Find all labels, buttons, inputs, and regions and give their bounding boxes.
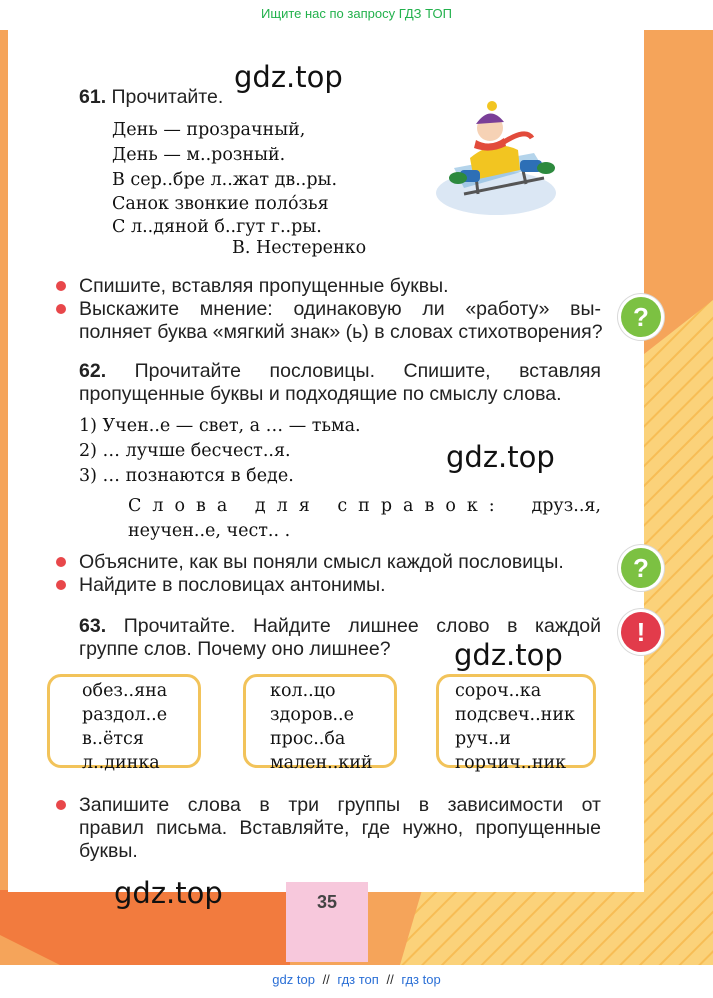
word: прос..ба xyxy=(270,729,346,749)
watermark: gdz.top xyxy=(454,638,563,672)
task-bullet xyxy=(56,800,66,810)
bottom-links xyxy=(0,972,713,987)
word: кол..цо xyxy=(270,681,336,701)
question-icon: ? xyxy=(621,297,661,337)
task-text: буквы. xyxy=(79,840,138,862)
poem-line: С л..дяной б..гут г..ры. xyxy=(112,217,322,237)
exercise-instruction: Прочитайте. xyxy=(111,86,224,108)
exercise-number: 63. xyxy=(79,615,107,637)
task-text: Объясните, как вы поняли смысл каждой пословицы. xyxy=(79,551,564,573)
exercise-number: 61. xyxy=(79,86,107,108)
task-text: полняет буква «мягкий знак» (ь) в словах стихотворения? xyxy=(79,321,603,343)
poem-line: Санок звонкие полóзья xyxy=(112,194,329,214)
question-icon: ? xyxy=(621,548,661,588)
task-text: Выскажите мнение: одинаковую ли «работу» вы- xyxy=(79,298,601,320)
task-text: Запишите слова в три группы в зависимости от xyxy=(79,794,601,816)
exercise-number: 62. xyxy=(79,360,107,382)
exercise-63-heading xyxy=(79,615,601,638)
footer-link[interactable]: гдз top xyxy=(401,972,441,987)
word: обез..яна xyxy=(82,681,168,701)
footer-separator: // xyxy=(386,972,394,987)
search-hint: Ищите нас по запросу ГДЗ ТОП xyxy=(261,6,452,21)
exercise-62-heading xyxy=(79,360,601,383)
help-words-2: неучен..е, чест.. . xyxy=(128,521,291,541)
word: в..ётся xyxy=(82,729,144,749)
watermark: gdz.top xyxy=(234,60,343,94)
task-bullet xyxy=(56,281,66,291)
child-on-sled-illustration xyxy=(434,98,562,218)
word-group-box xyxy=(436,674,596,773)
poem-line: День — прозрачный, xyxy=(112,120,306,140)
poem-author: В. Нестеренко xyxy=(232,238,367,258)
word-group-box xyxy=(243,674,397,773)
proverb: 2) … лучше бесчест..я. xyxy=(79,441,291,461)
task-text: Найдите в пословицах антонимы. xyxy=(79,574,386,596)
help-label: Слова для справок: xyxy=(128,496,506,516)
word: подсвеч..ник xyxy=(455,705,575,725)
footer-link[interactable]: gdz top xyxy=(272,972,315,987)
word: раздол..е xyxy=(82,705,168,725)
page-number: 35 xyxy=(286,882,368,962)
word: мален..кий xyxy=(270,753,373,773)
word: руч..и xyxy=(455,729,511,749)
word-group-box xyxy=(47,674,201,773)
task-bullet xyxy=(56,304,66,314)
proverb: 1) Учен..е — свет, а … — тьма. xyxy=(79,416,361,436)
poem-line: День — м..розный. xyxy=(112,145,286,165)
exclamation-icon: ! xyxy=(621,612,661,652)
proverb: 3) … познаются в беде. xyxy=(79,466,294,486)
poem-line: В сер..бре л..жат дв..ры. xyxy=(112,170,338,190)
watermark: gdz.top xyxy=(114,876,223,910)
exercise-61-heading xyxy=(79,86,223,109)
word: сороч..ка xyxy=(455,681,542,701)
task-text: Спишите, вставляя пропущенные буквы. xyxy=(79,275,449,297)
watermark: gdz.top xyxy=(446,440,555,474)
help-words-1: друз..я, xyxy=(531,496,601,516)
footer-link[interactable]: гдз топ xyxy=(337,972,379,987)
word: здоров..е xyxy=(270,705,354,725)
exercise-instruction: Прочитайте. Найдите лишнее слово в каждой xyxy=(123,615,601,637)
task-bullet xyxy=(56,557,66,567)
help-words xyxy=(128,494,601,518)
exercise-instruction: пропущенные буквы и подходящие по смыслу слова. xyxy=(79,383,562,405)
task-text: правил письма. Вставляйте, где нужно, пропущенные xyxy=(79,817,601,839)
footer-separator: // xyxy=(322,972,330,987)
word: л..динка xyxy=(82,753,160,773)
exercise-instruction: Прочитайте пословицы. Спишите, вставляя xyxy=(134,360,601,382)
exercise-instruction: группе слов. Почему оно лишнее? xyxy=(79,638,391,660)
task-bullet xyxy=(56,580,66,590)
word: горчич..ник xyxy=(455,753,567,773)
